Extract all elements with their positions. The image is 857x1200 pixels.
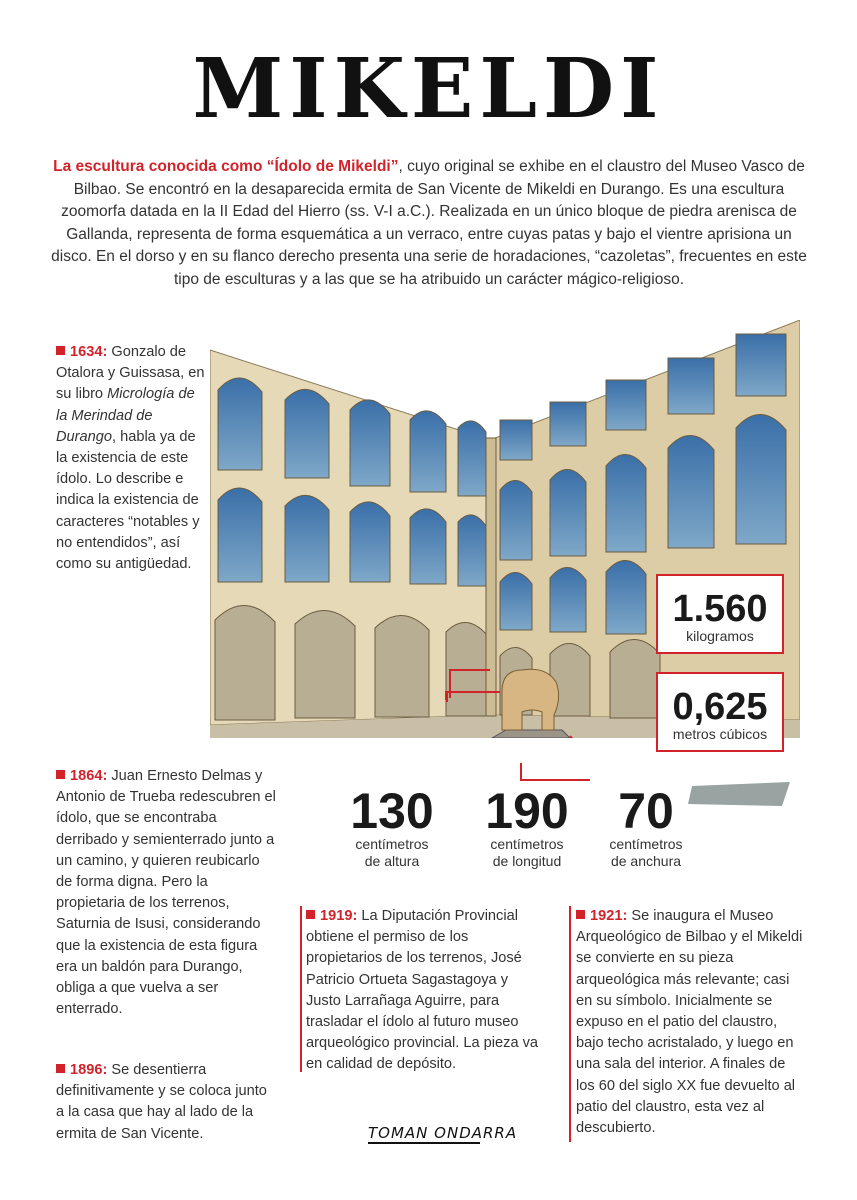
- timeline-1634: [56, 342, 208, 575]
- width-unit-2: de anchura: [610, 853, 682, 869]
- volume-stat-box: [656, 672, 784, 752]
- plaque-sketch: [686, 776, 796, 810]
- bullet-icon: [56, 770, 65, 779]
- timeline-1864: [56, 766, 278, 1020]
- year-1896: 1896:: [70, 1062, 108, 1078]
- timeline-1896: [56, 1060, 278, 1145]
- length-unit-2: de longitud: [492, 853, 562, 869]
- artist-signature: TOMAN ONDARRA: [368, 1124, 518, 1142]
- signature-underline: [368, 1142, 480, 1144]
- width-unit-1: centímetros: [609, 836, 683, 852]
- text-1921: Se inaugura el Museo Arqueológico de Bilbao y el Mikeldi se convierte en su pieza arqueológica más relevante; casi en su símbolo. Inicialmente se expuso en el patio del claustro, bajo techo acristalado, y luego en una sala del interior. A finales de los 60 del siglo XX fue devuelto al patio del claustro, esta vez al descubierto.: [576, 908, 803, 1137]
- text-1634-pre: Gonzalo de Otalora y Guissasa, en su libro: [56, 344, 205, 403]
- year-1634: 1634:: [70, 344, 108, 360]
- intro-lead: La escultura conocida como “Ídolo de Mikeldi”: [53, 158, 399, 175]
- divider-1921: [569, 906, 571, 1142]
- height-unit-1: centímetros: [355, 836, 429, 852]
- length-stat: [470, 783, 584, 870]
- bullet-icon: [306, 910, 315, 919]
- length-bracket: [520, 779, 590, 781]
- bullet-icon: [576, 910, 585, 919]
- year-1919: 1919:: [320, 908, 358, 924]
- text-1634-book: Micrología de la Merindad de Durango: [56, 386, 195, 445]
- year-1921: 1921:: [590, 908, 628, 924]
- intro-paragraph: [48, 156, 810, 291]
- timeline-1921: [576, 906, 808, 1139]
- width-value: 70: [618, 783, 674, 839]
- volume-value: 0,625: [672, 686, 768, 728]
- height-unit-2: de altura: [364, 853, 420, 869]
- bullet-icon: [56, 1064, 65, 1073]
- text-1634-post: , habla ya de la existencia de este ídolo. Lo describe e indica la existencia de caracteres “notables y no entendidos”, así como su antigüedad.: [56, 428, 200, 573]
- height-value: 130: [350, 783, 434, 839]
- weight-unit: kilogramos: [686, 628, 754, 644]
- weight-value: 1.560: [672, 588, 768, 630]
- text-1864: Juan Ernesto Delmas y Antonio de Trueba redescubren el ídolo, que se encontraba derribado y semienterrado junto a un camino, y quieren reubicarlo de forma digna. Pero la propietaria de los terrenos, Saturnia de Isusi, considerando que la existencia de esta figura era un baldón para Durango, obliga a que vuelva a ser enterrado.: [56, 768, 276, 1018]
- volume-unit: metros cúbicos: [672, 726, 768, 742]
- divider-1919: [300, 906, 302, 1072]
- height-stat: [336, 783, 448, 870]
- length-value: 190: [485, 783, 569, 839]
- text-1919: La Diputación Provincial obtiene el permiso de los propietarios de los terrenos, José Patricio Ortueta Sagastagoya y Justo Larrañaga Aguirre, para trasladar el ídolo al futuro museo arqueológico provincial. La pieza va en calidad de depósito.: [306, 908, 539, 1073]
- bullet-icon: [56, 346, 65, 355]
- weight-stat-box: [656, 574, 784, 654]
- year-1864: 1864:: [70, 768, 108, 784]
- page-title: MIKELDI: [192, 41, 665, 137]
- height-connector: [446, 692, 448, 702]
- text-1896: Se desentierra definitivamente y se coloca junto a la casa que hay al lado de la ermita de San Vicente.: [56, 1062, 267, 1142]
- timeline-1919: [306, 906, 546, 1076]
- intro-text: , cuyo original se exhibe en el claustro del Museo Vasco de Bilbao. Se encontró en la desaparecida ermita de San Vicente de Mikeldi en Durango. Es una escultura zoomorfa datada en la II Edad del Hierro (ss. V-I a.C.). Realizada en un único bloque de piedra arenisca de Gallanda, representa de forma esquemática a un verraco, entre cuyas patas y bajo el vientre aprisiona un disco. En el dorso y en su flanco derecho presenta una serie de horadaciones, “cazoletas”, frecuentes en este tipo de esculturas y a las que se ha atribuido un carácter mágico-religioso.: [51, 158, 807, 288]
- length-unit-1: centímetros: [490, 836, 564, 852]
- width-stat: [596, 783, 696, 870]
